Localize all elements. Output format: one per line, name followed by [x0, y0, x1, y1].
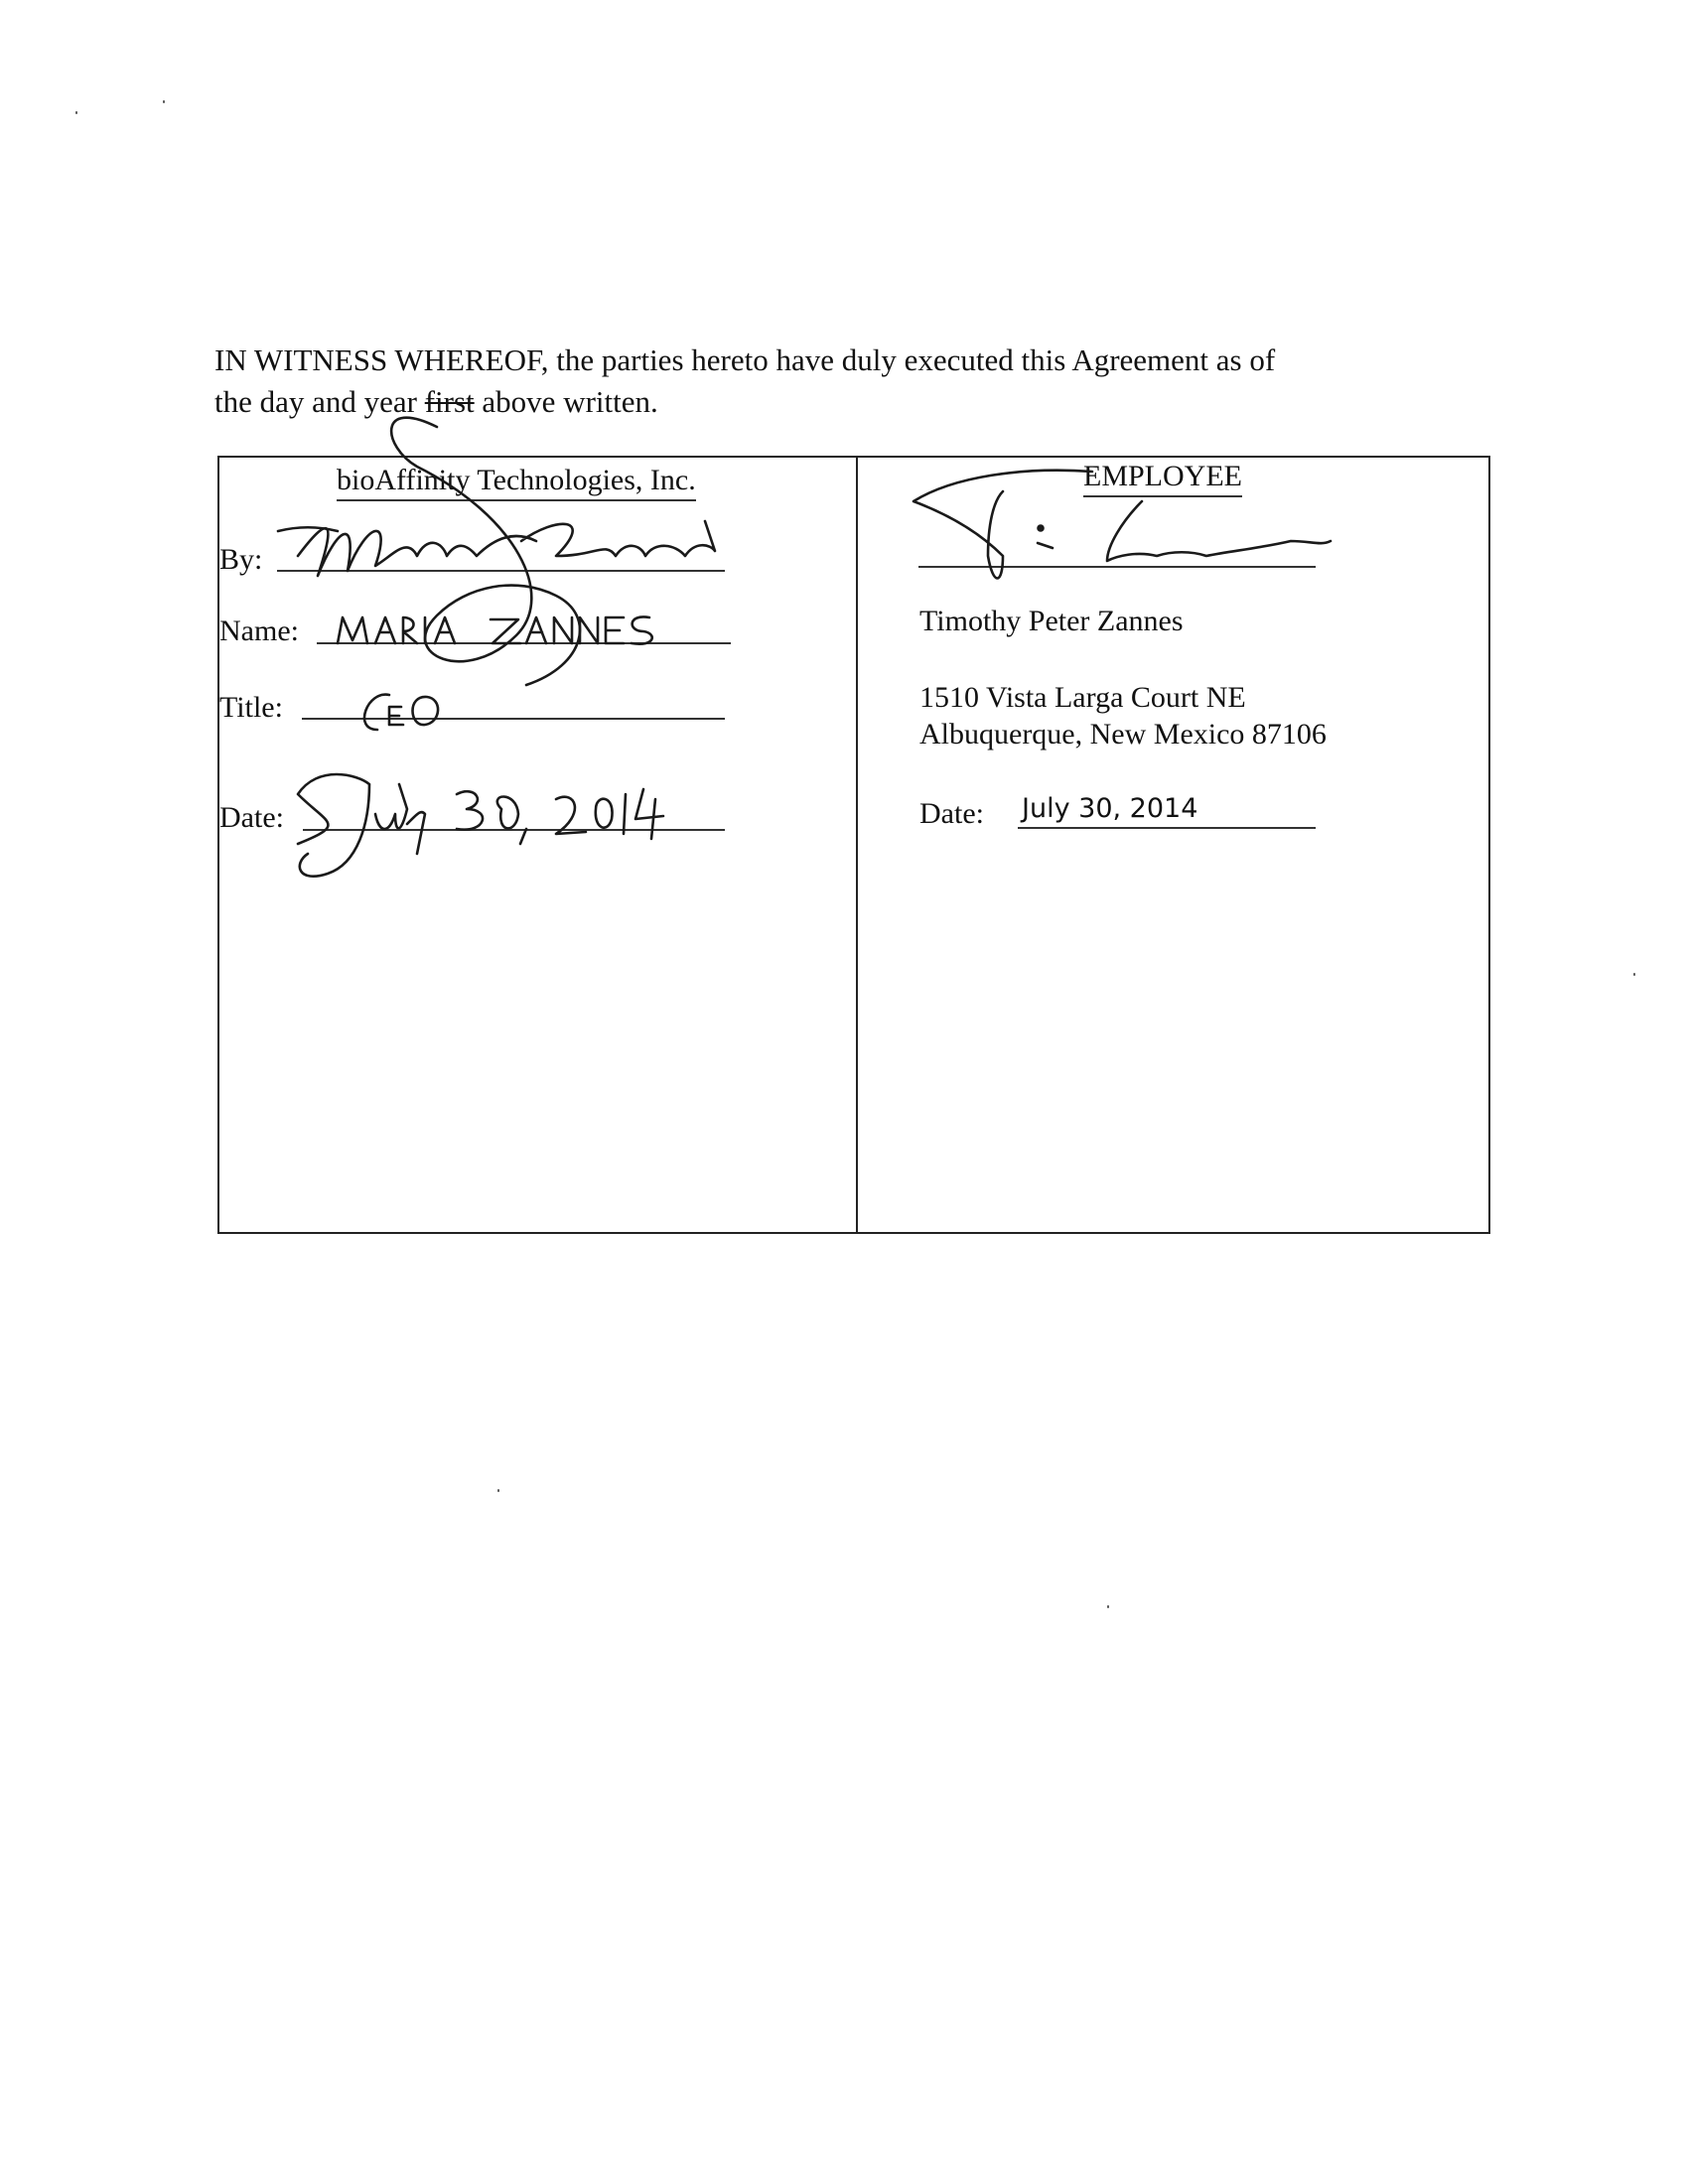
employee-date-line[interactable] [1018, 827, 1316, 829]
witness-clause [214, 340, 1406, 423]
scan-speck [163, 100, 165, 103]
employee-name: Timothy Peter Zannes [919, 605, 1184, 637]
witness-line-1: IN WITNESS WHEREOF, the parties hereto have duly executed this Agreement as of [214, 342, 1276, 377]
date-label: Date: [219, 801, 284, 834]
struck-word: first [424, 384, 475, 419]
scan-speck [1633, 973, 1635, 976]
witness-line-2-end: above written. [474, 384, 658, 419]
employee-date-label: Date: [919, 797, 984, 830]
employee-header: EMPLOYEE [1083, 460, 1242, 497]
company-name: bioAffinity Technologies, Inc. [337, 464, 696, 501]
scan-speck [1107, 1605, 1109, 1608]
by-signature-line[interactable] [277, 570, 725, 572]
witness-line-2-start: the day and year [214, 384, 425, 419]
title-line[interactable] [302, 718, 725, 720]
address-line-2: Albuquerque, New Mexico 87106 [919, 718, 1327, 751]
employee-signature-line[interactable] [918, 566, 1316, 568]
company-date-line[interactable] [303, 829, 725, 831]
title-label: Title: [219, 691, 283, 724]
scan-speck [75, 111, 77, 114]
name-label: Name: [219, 614, 299, 647]
scan-speck [497, 1489, 499, 1492]
by-label: By: [219, 543, 263, 576]
employee-date-value: July 30, 2014 [1022, 793, 1198, 824]
name-line[interactable] [317, 642, 731, 644]
column-divider [856, 458, 858, 1232]
signature-table [217, 456, 1490, 1234]
address-line-1: 1510 Vista Larga Court NE [919, 681, 1246, 714]
